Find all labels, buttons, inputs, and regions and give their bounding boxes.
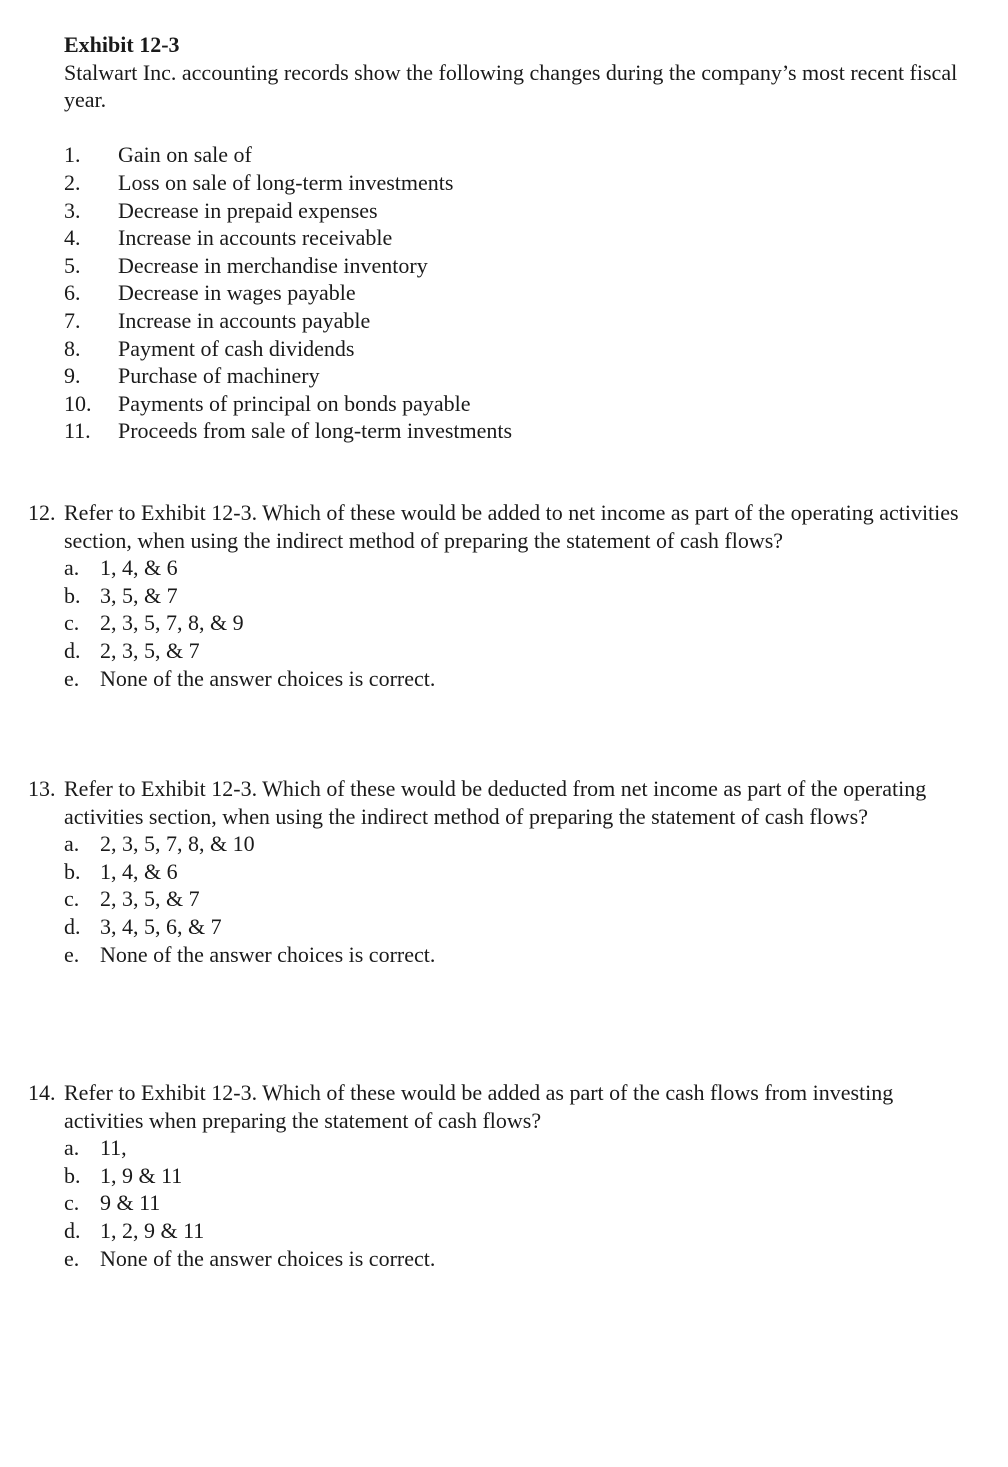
list-item	[64, 197, 989, 225]
answer-choice-a	[64, 1134, 978, 1162]
choice-letter: a.	[64, 831, 80, 857]
item-text: Decrease in merchandise inventory	[118, 252, 428, 278]
choice-letter: a.	[64, 555, 80, 581]
question-text: Refer to Exhibit 12-3. Which of these would be deducted from net income as part of the operating activities section, when using the indirect method of preparing the statement of cash flows?	[64, 776, 927, 829]
choice-letter: c.	[64, 886, 80, 912]
item-text: Decrease in wages payable	[118, 280, 356, 306]
choice-text: 2, 3, 5, 7, 8, & 10	[100, 831, 255, 857]
choice-text: 1, 2, 9 & 11	[100, 1217, 205, 1243]
list-item	[64, 335, 989, 363]
list-item	[64, 279, 989, 307]
choice-text: 9 & 11	[100, 1190, 161, 1216]
choice-text: 1, 4, & 6	[100, 555, 178, 581]
answer-choice-d	[64, 637, 978, 665]
exhibit-block	[64, 31, 989, 445]
item-text: Gain on sale of	[118, 142, 252, 168]
list-item	[64, 141, 989, 169]
item-number: 10.	[64, 390, 92, 416]
exhibit-intro: Stalwart Inc. accounting records show the following changes during the company’s most recent fiscal year.	[64, 59, 958, 113]
choice-text: 1, 4, & 6	[100, 858, 178, 884]
list-item	[64, 417, 989, 445]
exhibit-title: Exhibit 12-3	[64, 32, 180, 57]
answer-choices	[64, 554, 978, 692]
answer-choice-a	[64, 830, 978, 858]
question-number: 14.	[28, 1080, 56, 1105]
choice-letter: d.	[64, 1217, 81, 1243]
question-stem	[28, 499, 978, 554]
item-text: Increase in accounts payable	[118, 307, 371, 333]
list-item	[64, 252, 989, 280]
item-number: 1.	[64, 142, 81, 168]
item-number: 2.	[64, 169, 81, 195]
choice-letter: e.	[64, 1245, 80, 1271]
answer-choice-c	[64, 609, 978, 637]
answer-choice-e	[64, 1245, 978, 1273]
answer-choice-b	[64, 1162, 978, 1190]
answer-choice-b	[64, 582, 978, 610]
question-number: 12.	[28, 500, 56, 525]
question-stem	[28, 775, 978, 830]
item-number: 4.	[64, 225, 81, 251]
answer-choices	[64, 1134, 978, 1272]
list-item	[64, 390, 989, 418]
item-number: 7.	[64, 307, 81, 333]
item-text: Purchase of machinery	[118, 363, 320, 389]
question-text: Refer to Exhibit 12-3. Which of these would be added to net income as part of the operating activities section, when using the indirect method of preparing the statement of cash flows?	[64, 500, 959, 553]
choice-text: 3, 5, & 7	[100, 582, 178, 608]
answer-choice-a	[64, 554, 978, 582]
answer-choice-d	[64, 913, 978, 941]
choice-text: 11,	[100, 1135, 127, 1161]
list-item	[64, 307, 989, 335]
item-text: Proceeds from sale of long-term investments	[118, 418, 513, 444]
item-number: 9.	[64, 363, 81, 389]
answer-choice-b	[64, 858, 978, 886]
choice-letter: c.	[64, 610, 80, 636]
choice-letter: d.	[64, 913, 81, 939]
item-text: Payment of cash dividends	[118, 335, 355, 361]
answer-choice-e	[64, 665, 978, 693]
item-number: 3.	[64, 197, 81, 223]
answer-choice-c	[64, 1189, 978, 1217]
answer-choice-c	[64, 885, 978, 913]
item-number: 8.	[64, 335, 81, 361]
list-item	[64, 169, 989, 197]
choice-text: None of the answer choices is correct.	[100, 665, 436, 691]
choice-text: 2, 3, 5, & 7	[100, 637, 200, 663]
choice-text: None of the answer choices is correct.	[100, 941, 436, 967]
question-text: Refer to Exhibit 12-3. Which of these would be added as part of the cash flows from investing activities when preparing the statement of cash flows?	[64, 1080, 894, 1133]
choice-text: 3, 4, 5, 6, & 7	[100, 913, 222, 939]
answer-choice-d	[64, 1217, 978, 1245]
item-text: Payments of principal on bonds payable	[118, 390, 471, 416]
list-item	[64, 224, 989, 252]
question-13	[28, 775, 978, 968]
choice-text: None of the answer choices is correct.	[100, 1245, 436, 1271]
choice-text: 2, 3, 5, 7, 8, & 9	[100, 610, 244, 636]
exhibit-item-list	[64, 141, 989, 445]
choice-letter: a.	[64, 1135, 80, 1161]
choice-text: 1, 9 & 11	[100, 1162, 183, 1188]
list-item	[64, 362, 989, 390]
question-stem	[28, 1079, 978, 1134]
item-text: Loss on sale of long-term investments	[118, 169, 454, 195]
choice-letter: b.	[64, 1162, 81, 1188]
choice-text: 2, 3, 5, & 7	[100, 886, 200, 912]
answer-choice-e	[64, 941, 978, 969]
question-number: 13.	[28, 776, 56, 801]
choice-letter: d.	[64, 637, 81, 663]
item-number: 11.	[64, 418, 91, 444]
item-text: Decrease in prepaid expenses	[118, 197, 378, 223]
item-number: 6.	[64, 280, 81, 306]
choice-letter: e.	[64, 941, 80, 967]
question-12	[28, 499, 978, 692]
question-14	[28, 1079, 978, 1272]
choice-letter: b.	[64, 858, 81, 884]
choice-letter: e.	[64, 665, 80, 691]
choice-letter: b.	[64, 582, 81, 608]
item-text: Increase in accounts receivable	[118, 225, 393, 251]
choice-letter: c.	[64, 1190, 80, 1216]
item-number: 5.	[64, 252, 81, 278]
answer-choices	[64, 830, 978, 968]
